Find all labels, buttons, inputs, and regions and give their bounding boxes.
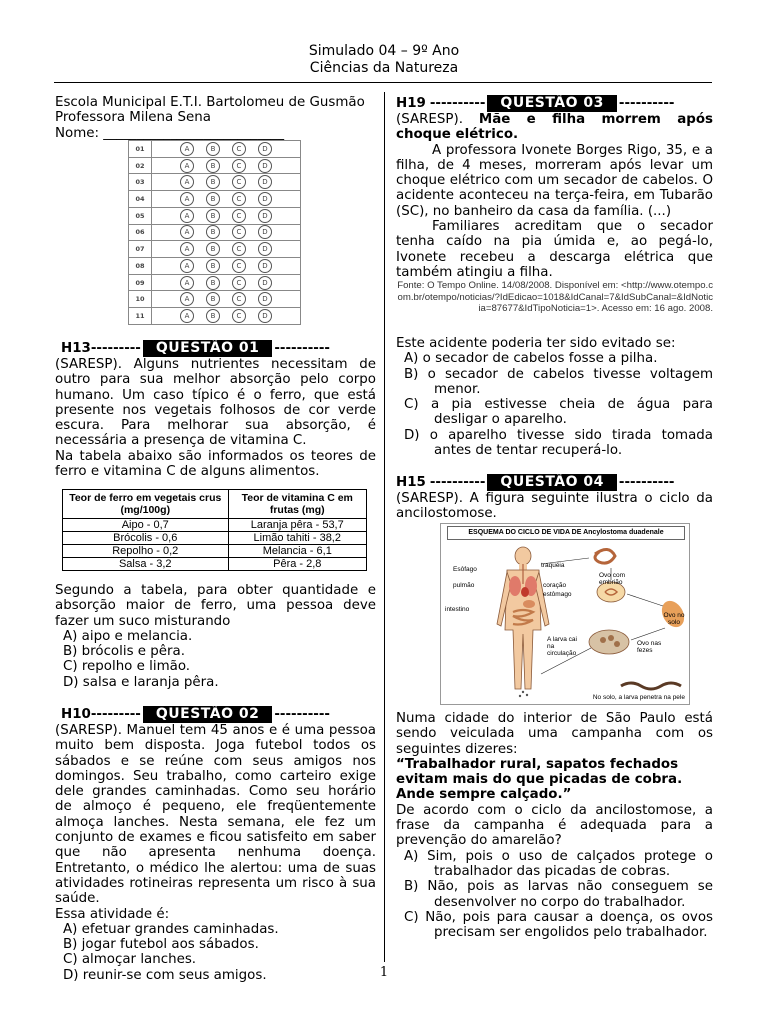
table-cell: Aipo - 0,7 [63, 519, 229, 532]
answer-bubble-a[interactable]: A [180, 276, 194, 290]
label-larva-pele: No solo, a larva penetra na pele [592, 694, 685, 701]
hookworm-life-cycle-figure [440, 523, 690, 705]
header-dashes-right: ---------- [618, 95, 675, 111]
answer-row-number: 07 [129, 241, 152, 258]
label-ovo-embriao: Ovo com embrião [599, 572, 626, 586]
figure-title: ESQUEMA DO CICLO DE VIDA DE Ancylostoma duadenale [447, 526, 685, 540]
answer-bubble-a[interactable]: A [180, 142, 194, 156]
label-estomago: estômago [543, 591, 572, 598]
question-04-header [396, 474, 713, 491]
answer-bubble-c[interactable]: C [232, 192, 246, 206]
question-01-options [55, 629, 376, 690]
answer-grid [128, 140, 301, 325]
header-dashes-left: ---------- [429, 474, 486, 490]
table-cell: Limão tahiti - 38,2 [228, 532, 366, 545]
question-03-prompt [396, 336, 713, 458]
answer-row-number: 10 [129, 291, 152, 308]
teacher-name: Professora Milena Sena [55, 110, 211, 126]
campaign-quote: “Trabalhador rural, sapatos fechados evitam mais do que picadas de cobra. Ande sempre calçado.” [396, 756, 683, 803]
question-02 [55, 706, 376, 983]
header-dashes-right: ---------- [274, 706, 330, 722]
answer-bubble-c[interactable]: C [232, 276, 246, 290]
table-row [63, 532, 367, 545]
header-dashes-left: --------- [90, 706, 141, 722]
option-c[interactable]: C) Não, pois para causar a doença, os ovos precisam ser engolidos pelo trabalhador. [404, 909, 713, 941]
answer-bubble-d[interactable]: D [258, 292, 272, 306]
feces-dot [522, 691, 524, 693]
question-badge: QUESTÃO 02 [143, 706, 272, 723]
table-cell: Pêra - 2,8 [228, 558, 366, 571]
answer-bubble-a[interactable]: A [180, 242, 194, 256]
question-01-header [55, 340, 376, 357]
egg-in-feces [589, 630, 629, 654]
answer-bubble-c[interactable]: C [232, 292, 246, 306]
answer-bubble-b[interactable]: B [206, 259, 220, 273]
cell-dot [600, 637, 606, 643]
header-dashes-right: ---------- [274, 340, 330, 356]
header-divider [54, 82, 712, 83]
label-intestino: intestino [445, 606, 470, 613]
table-row [63, 558, 367, 571]
header-dashes-left: --------- [90, 340, 141, 356]
answer-bubble-c[interactable]: C [232, 175, 246, 189]
question-badge: QUESTÃO 01 [143, 340, 272, 357]
option-c[interactable]: C) a pia estivesse cheia de água para desligar o aparelho. [404, 397, 713, 428]
news-source: Fonte: O Tempo Online. 14/08/2008. Disponível em: <http://www.otempo.com.br/otempo/noticias/?IdEdicao=1018&IdCanal=7&IdSubCanal=&IdNoticia=87677&IdTipoNoticia=1>. Acesso em: 16 ago. 2008. [397, 280, 713, 315]
answer-bubbles [152, 224, 301, 241]
habilidade-code: H13 [61, 340, 91, 356]
label-esofago: Esôfago [453, 566, 477, 573]
answer-row [129, 224, 301, 241]
answer-row-number: 11 [129, 308, 152, 325]
answer-bubble-c[interactable]: C [232, 309, 246, 323]
option-a[interactable]: A) efetuar grandes caminhadas. [63, 921, 279, 937]
answer-row-number: 05 [129, 207, 152, 224]
news-headline: Mãe e filha morrem após choque elétrico. [396, 112, 713, 143]
table-cell: Repolho - 0,2 [63, 545, 229, 558]
column-divider [384, 92, 385, 962]
vitamin-c-column-header: Teor de vitamina C em frutas (mg) [228, 490, 366, 519]
news-paragraph-2: Familiares acreditam que o secador tenha caído na pia úmida e, ao pegá-lo, Ivonete recebeu a descarga elétrica que também atingiu a filha. [396, 219, 713, 280]
question-01-prompt [55, 583, 376, 690]
heart [521, 587, 529, 597]
answer-bubble-c[interactable]: C [232, 159, 246, 173]
student-name-field: Nome: ___________________________ [55, 125, 285, 141]
cell-dot [608, 635, 614, 641]
question-04-text: (SARESP). A figura seguinte ilustra o ciclo da ancilostomose. [396, 491, 713, 522]
option-b[interactable]: B) o secador de cabelos tivesse voltagem menor. [404, 366, 713, 397]
table-cell: Brócolis - 0,6 [63, 532, 229, 545]
answer-bubbles [152, 241, 301, 258]
option-c[interactable]: C) repolho e limão. [63, 659, 191, 675]
option-b[interactable]: B) brócolis e pêra. [63, 644, 185, 660]
answer-bubble-b[interactable]: B [206, 209, 220, 223]
answer-row-number: 04 [129, 191, 152, 208]
document-header [0, 43, 768, 77]
school-info [55, 95, 376, 141]
feces-dot [526, 694, 528, 696]
habilidade-code: H15 [396, 474, 426, 490]
label-pulmao: pulmão [453, 582, 475, 589]
larva-in-soil [621, 683, 681, 689]
question-04-prompt [396, 711, 713, 940]
stomach [523, 600, 535, 608]
answer-row [129, 141, 301, 158]
answer-row [129, 207, 301, 224]
header-dashes-left: ---------- [429, 95, 486, 111]
answer-bubble-a[interactable]: A [180, 159, 194, 173]
answer-bubble-a[interactable]: A [180, 259, 194, 273]
answer-row [129, 241, 301, 258]
option-a[interactable]: A) o secador de cabelos fosse a pilha. [404, 351, 658, 367]
question-04-text-3: De acordo com o ciclo da ancilostomose, a frase da campanha é adequada para a prevenção do amarelão? [396, 802, 713, 849]
feces-dot [519, 695, 521, 697]
table-cell: Laranja pêra - 53,7 [228, 519, 366, 532]
adult-worm [595, 549, 615, 563]
table-cell: Salsa - 3,2 [63, 558, 229, 571]
answer-bubbles [152, 157, 301, 174]
answer-bubble-b[interactable]: B [206, 159, 220, 173]
answer-row-number: 09 [129, 274, 152, 291]
label-traqueia: traquéia [541, 562, 565, 569]
question-04 [396, 474, 713, 522]
answer-bubble-a[interactable]: A [180, 192, 194, 206]
answer-bubble-c[interactable]: C [232, 259, 246, 273]
news-paragraph-1: A professora Ivonete Borges Rigo, 35, e a filha, de 4 meses, morreram após levar um choque elétrico com um secador de cabelos. O acidente aconteceu na terça-feira, em Tubarão (SC), no banheiro da casa da família. (...) [396, 142, 713, 219]
habilidade-code: H10 [61, 706, 91, 722]
answer-bubbles [152, 141, 301, 158]
page-number: 1 [379, 965, 389, 980]
question-04-text-2: Numa cidade do interior de São Paulo está sendo veiculada uma campanha com os seguintes dizeres: [396, 711, 713, 757]
answer-bubble-d[interactable]: D [258, 225, 272, 239]
answer-bubble-c[interactable]: C [232, 142, 246, 156]
answer-bubble-a[interactable]: A [180, 225, 194, 239]
answer-bubble-d[interactable]: D [258, 276, 272, 290]
answer-bubble-c[interactable]: C [232, 242, 246, 256]
label-larva-circulacao: A larva cai na circulação [547, 636, 577, 657]
label-ovo-solo: Ovo no solo [663, 612, 685, 626]
answer-bubbles [152, 274, 301, 291]
subject-title: Ciências da Natureza [309, 60, 459, 76]
answer-row-number: 03 [129, 174, 152, 191]
answer-row-number: 01 [129, 141, 152, 158]
answer-bubble-d[interactable]: D [258, 192, 272, 206]
answer-bubble-d[interactable]: D [258, 159, 272, 173]
answer-bubble-a[interactable]: A [180, 209, 194, 223]
answer-bubble-c[interactable]: C [232, 209, 246, 223]
answer-bubble-b[interactable]: B [206, 309, 220, 323]
answer-row-number: 08 [129, 258, 152, 275]
question-01-text-2: Na tabela abaixo são informados os teores de ferro e vitamina C de alguns alimentos. [55, 448, 376, 480]
option-b[interactable]: B) Não, pois as larvas não conseguem se desenvolver no corpo do trabalhador. [404, 879, 713, 910]
answer-row [129, 274, 301, 291]
option-d[interactable]: D) salsa e laranja pêra. [63, 674, 219, 690]
answer-row [129, 308, 301, 325]
answer-row-number: 02 [129, 157, 152, 174]
answer-bubble-b[interactable]: B [206, 225, 220, 239]
arrow [631, 628, 665, 640]
answer-row [129, 258, 301, 275]
table-cell: Melancia - 6,1 [228, 545, 366, 558]
option-a[interactable]: A) aipo e melancia. [63, 628, 193, 644]
answer-row [129, 291, 301, 308]
life-cycle-illustration [441, 524, 689, 704]
option-a[interactable]: A) Sim, pois o uso de calçados protege o trabalhador das picadas de cobras. [404, 848, 713, 879]
answer-bubble-b[interactable]: B [206, 142, 220, 156]
answer-bubble-d[interactable]: D [258, 242, 272, 256]
header-dashes-right: ---------- [618, 474, 675, 490]
option-d[interactable]: D) reunir-se com seus amigos. [63, 967, 267, 983]
answer-row-number: 06 [129, 224, 152, 241]
answer-row [129, 191, 301, 208]
answer-bubble-a[interactable]: A [180, 292, 194, 306]
question-01-text-3: Segundo a tabela, para obter quantidade e absorção maior de ferro, uma pessoa deve fazer um suco misturando [55, 583, 376, 629]
question-02-text-2: Essa atividade é: [55, 906, 170, 922]
answer-bubble-d[interactable]: D [258, 209, 272, 223]
answer-bubble-b[interactable]: B [206, 192, 220, 206]
question-03 [396, 95, 713, 315]
answer-bubble-a[interactable]: A [180, 309, 194, 323]
answer-bubble-d[interactable]: D [258, 309, 272, 323]
label-ovo-fezes: Ovo nas fezes [637, 640, 662, 654]
answer-bubble-b[interactable]: B [206, 242, 220, 256]
table-row [63, 545, 367, 558]
question-badge: QUESTÃO 04 [487, 474, 616, 491]
option-d[interactable]: D) o aparelho tivesse sido tirada tomada antes de tentar recuperá-lo. [404, 427, 713, 459]
question-03-text: Este acidente poderia ter sido evitado se: [396, 336, 676, 351]
question-02-text: (SARESP). Manuel tem 45 anos e é uma pessoa muito bem disposta. Joga futebol todos os sábados e se reúne com seus amigos nos domingos. Seu trabalho, como carteiro exige dele grandes caminhadas. Como seu horário de almoço é pequeno, ele freqüentemente almoça lanches. Nesta semana, ele fez um conjunto de exames e ficou satisfeito em saber que não apresenta nenhuma doença. Entretanto, o médico lhe alertou: uma de suas atividades rotineiras representa um risco à sua saúde. [55, 723, 376, 907]
table-row [63, 519, 367, 532]
nutrient-table [62, 489, 367, 571]
answer-bubble-b[interactable]: B [206, 276, 220, 290]
answer-bubbles [152, 207, 301, 224]
answer-bubble-d[interactable]: D [258, 142, 272, 156]
habilidade-code: H19 [396, 95, 426, 111]
body-head [515, 547, 531, 565]
question-03-header [396, 95, 713, 112]
answer-bubble-b[interactable]: B [206, 292, 220, 306]
answer-bubble-d[interactable]: D [258, 259, 272, 273]
answer-bubbles [152, 174, 301, 191]
simulado-title: Simulado 04 – 9º Ano [308, 43, 460, 59]
question-01 [55, 340, 376, 479]
iron-column-header: Teor de ferro em vegetais crus (mg/100g) [63, 490, 229, 519]
answer-bubble-b[interactable]: B [206, 175, 220, 189]
answer-bubbles [152, 308, 301, 325]
answer-bubbles [152, 191, 301, 208]
arrow [627, 594, 663, 606]
question-badge: QUESTÃO 03 [487, 95, 616, 112]
option-b[interactable]: B) jogar futebol aos sábados. [63, 937, 259, 953]
question-02-header [55, 706, 376, 723]
source-tag: (SARESP). [396, 112, 463, 127]
lung-left [509, 576, 521, 596]
answer-bubbles [152, 258, 301, 275]
answer-row [129, 157, 301, 174]
school-name: Escola Municipal E.T.I. Bartolomeu de Gusmão [55, 95, 365, 110]
answer-bubble-d[interactable]: D [258, 175, 272, 189]
answer-row [129, 174, 301, 191]
label-coracao: coração [543, 582, 567, 589]
answer-bubbles [152, 291, 301, 308]
option-c[interactable]: C) almoçar lanches. [63, 952, 197, 968]
answer-bubble-c[interactable]: C [232, 225, 246, 239]
answer-bubble-a[interactable]: A [180, 175, 194, 189]
question-01-text: (SARESP). Alguns nutrientes necessitam de outro para sua melhor absorção pelo corpo humano. Um caso típico é o ferro, que está presente nos vegetais folhosos de cor verde escura. Para melhorar sua absorção, é necessária a presença de vitamina C. [55, 357, 376, 449]
answer-grid-table [128, 140, 301, 325]
cell-dot [614, 641, 620, 647]
